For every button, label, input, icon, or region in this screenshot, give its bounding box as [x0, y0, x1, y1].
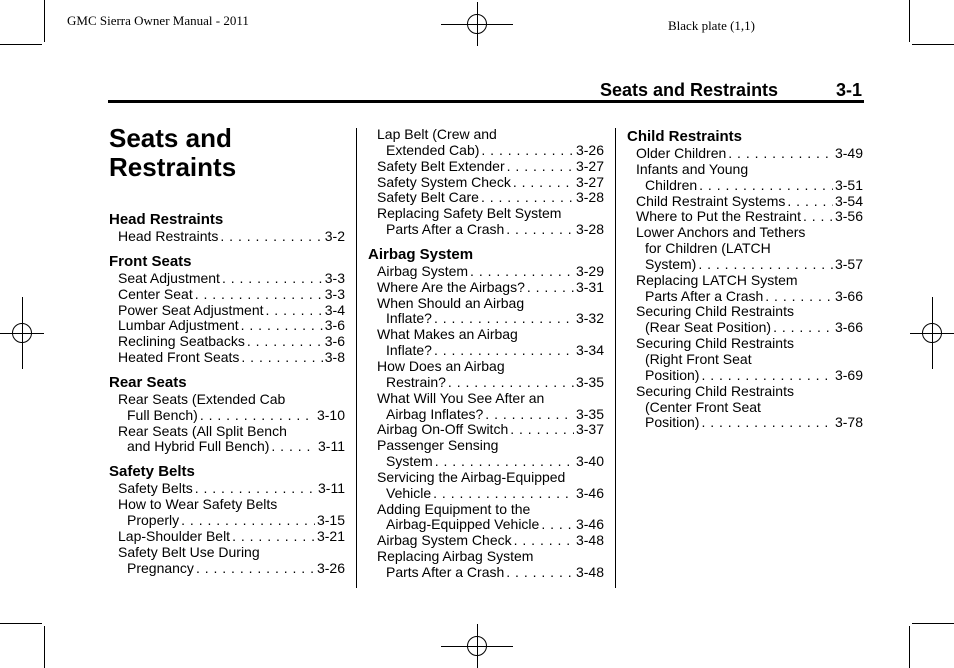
toc-entry[interactable] [377, 264, 604, 280]
dot-leader [803, 209, 833, 225]
toc-entry[interactable] [377, 438, 604, 470]
dot-leader [434, 343, 574, 359]
toc-page-number: 3-56 [834, 208, 863, 225]
toc-entry-text: Older Children [636, 145, 727, 161]
toc-section [109, 463, 345, 576]
toc-entry-text: Children [645, 176, 698, 193]
dot-leader [195, 481, 316, 497]
toc-section [368, 246, 604, 581]
toc-entry-text: Airbag System Check [377, 532, 512, 549]
toc-entry[interactable] [636, 162, 863, 194]
dot-leader [765, 289, 833, 305]
toc-entry-text: Airbag Inflates? [386, 405, 484, 422]
toc-entry[interactable] [377, 391, 604, 423]
header-rule [108, 100, 864, 103]
toc-entry[interactable] [118, 529, 345, 545]
toc-entry[interactable] [377, 533, 604, 549]
toc-entry[interactable] [118, 229, 345, 245]
toc-entry-text: for Children (LATCH [645, 240, 771, 257]
toc-page-number: 3-2 [324, 228, 345, 244]
dot-leader [510, 422, 574, 438]
toc-entry[interactable] [636, 304, 863, 336]
toc-page-number: 3-48 [575, 563, 604, 580]
dot-leader [701, 415, 833, 431]
dot-leader [196, 561, 315, 577]
toc-entry-text: What Makes an Airbag [377, 326, 518, 343]
toc-page-number: 3-6 [324, 317, 345, 334]
toc-entry-text: Airbag On-Off Switch [377, 421, 509, 438]
toc-page-number: 3-3 [324, 269, 345, 286]
toc-entry-text: Inflate? [386, 342, 432, 359]
toc-entry[interactable] [118, 350, 345, 366]
toc-entry-text: Passenger Sensing [377, 437, 499, 454]
section-heading-safety-belts: Safety Belts [109, 463, 195, 481]
toc-entry-text: Safety Belt Extender [377, 157, 505, 174]
toc-entry-text: Lap Belt (Crew and [377, 126, 497, 142]
section-heading-child-restraints: Child Restraints [627, 128, 743, 145]
toc-page-number: 3-6 [324, 333, 345, 350]
toc-page-number: 3-66 [834, 287, 863, 304]
toc-page-number: 3-78 [834, 414, 863, 431]
toc-page-number: 3-27 [575, 157, 604, 174]
toc-page-number: 3-51 [834, 176, 863, 193]
registration-mark-bottom [441, 624, 513, 668]
toc-page-number: 3-49 [834, 145, 863, 161]
toc-entry[interactable] [377, 280, 604, 296]
toc-section [627, 128, 863, 431]
toc-page-number: 3-40 [575, 453, 604, 470]
toc-entry-text: Where to Put the Restraint [636, 208, 801, 225]
toc-page-number: 3-28 [575, 221, 604, 238]
toc-entry[interactable] [118, 287, 345, 303]
dot-leader [507, 159, 574, 175]
dot-leader [435, 454, 574, 470]
crop-mark-top-left-h [0, 44, 42, 45]
dot-leader [698, 257, 833, 273]
dot-leader [220, 229, 322, 245]
column-divider-2 [615, 128, 616, 588]
toc-entry[interactable] [118, 271, 345, 287]
toc-entry[interactable] [636, 146, 863, 162]
toc-section [368, 127, 604, 238]
toc-page-number: 3-57 [834, 255, 863, 272]
dot-leader [470, 264, 574, 280]
toc-entry-text: Lap-Shoulder Belt [118, 527, 231, 544]
dot-leader [241, 318, 323, 334]
dot-leader [541, 517, 574, 533]
dot-leader [271, 439, 316, 455]
crop-mark-bottom-left-h [0, 623, 42, 624]
toc-entry[interactable] [377, 159, 604, 175]
dot-leader [513, 175, 574, 191]
toc-entry[interactable] [118, 392, 345, 424]
toc-entry-text: Properly [127, 511, 180, 528]
toc-entry-text: Safety System Check [377, 173, 511, 190]
toc-entry-text: Parts After a Crash [386, 221, 505, 238]
toc-entry-text: Reclining Seatbacks [118, 333, 245, 350]
dot-leader [200, 408, 315, 424]
running-header-page-number: 3-1 [836, 80, 863, 100]
toc-entry[interactable] [118, 318, 345, 334]
toc-entry-text: Infants and Young [636, 160, 749, 177]
dot-leader [222, 271, 323, 287]
toc-entry-text: Extended Cab) [386, 141, 480, 158]
toc-entry-text: When Should an Airbag [377, 294, 525, 311]
toc-entry-text: System) [645, 255, 697, 272]
dot-leader [195, 287, 323, 303]
toc-entry-text: Inflate? [386, 310, 432, 327]
toc-entry-text: Position) [645, 366, 700, 383]
toc-section [109, 253, 345, 366]
dot-leader [181, 513, 315, 529]
registration-mark-left [0, 297, 44, 369]
dot-leader [514, 533, 574, 549]
dot-leader [241, 350, 322, 366]
toc-entry-text: Parts After a Crash [386, 563, 505, 580]
toc-entry[interactable] [636, 384, 863, 432]
toc-entry-text: Parts After a Crash [645, 287, 764, 304]
crop-mark-bottom-right-h [912, 623, 954, 624]
toc-entry-text: Safety Belt Use During [118, 543, 260, 560]
toc-entry-text: System [386, 453, 433, 470]
toc-entry[interactable] [636, 336, 863, 384]
toc-entry[interactable] [118, 497, 345, 529]
toc-entry-text: How Does an Airbag [377, 357, 505, 374]
toc-column-1 [109, 211, 345, 576]
toc-entry-text: Securing Child Restraints [636, 382, 794, 399]
dot-leader [247, 334, 323, 350]
section-heading-rear-seats: Rear Seats [109, 373, 187, 391]
toc-entry-text: (Right Front Seat [645, 350, 752, 367]
toc-entry[interactable] [377, 359, 604, 391]
toc-entry-text: What Will You See After an [377, 389, 545, 406]
toc-entry[interactable] [118, 481, 345, 497]
toc-entry[interactable] [636, 225, 863, 273]
dot-leader [701, 368, 833, 384]
toc-page-number: 3-35 [575, 373, 604, 390]
toc-entry-text: Rear Seats (All Split Bench [118, 422, 287, 439]
toc-page-number: 3-10 [316, 406, 345, 423]
dot-leader [433, 486, 574, 502]
toc-entry[interactable] [636, 273, 863, 305]
toc-column-2 [368, 127, 604, 581]
toc-entry[interactable] [377, 175, 604, 191]
toc-page-number: 3-26 [316, 559, 345, 576]
column-divider-1 [356, 128, 357, 588]
toc-page-number: 3-4 [324, 301, 345, 318]
toc-entry-text: Position) [645, 414, 700, 431]
toc-entry-text: and Hybrid Full Bench) [127, 438, 270, 455]
toc-page-number: 3-54 [834, 192, 863, 209]
toc-entry-text: Lower Anchors and Tethers [636, 224, 806, 241]
dot-leader [506, 565, 574, 581]
dot-leader [434, 311, 574, 327]
toc-page-number: 3-48 [575, 532, 604, 549]
plate-label-right: Black plate (1,1) [668, 18, 755, 33]
toc-entry-text: Securing Child Restraints [636, 303, 794, 320]
toc-entry-text: Where Are the Airbags? [377, 278, 525, 295]
dot-leader [485, 407, 574, 423]
toc-page-number: 3-21 [316, 527, 345, 544]
toc-entry-text: Adding Equipment to the [377, 500, 531, 517]
toc-entry-text: Securing Child Restraints [636, 335, 794, 352]
registration-mark-top [441, 2, 513, 46]
plate-label-left: GMC Sierra Owner Manual - 2011 [67, 13, 249, 28]
toc-entry[interactable] [377, 206, 604, 238]
dot-leader [699, 178, 833, 194]
toc-entry-text: Vehicle [386, 484, 432, 501]
toc-entry[interactable] [118, 334, 345, 350]
toc-entry-text: Full Bench) [127, 406, 198, 423]
dot-leader [232, 529, 315, 545]
toc-entry-text: Head Restraints [118, 228, 219, 244]
toc-entry-text: Airbag System [377, 262, 469, 279]
toc-entry[interactable] [377, 296, 604, 328]
toc-entry-text: Power Seat Adjustment [118, 301, 264, 318]
toc-page-number: 3-15 [316, 511, 345, 528]
dot-leader [266, 303, 323, 319]
section-heading-airbag-system: Airbag System [368, 245, 474, 263]
crop-mark-bottom-right-v [909, 626, 910, 668]
toc-page-number: 3-46 [575, 484, 604, 501]
section-heading-front-seats: Front Seats [109, 252, 192, 270]
toc-page-number: 3-8 [324, 349, 345, 366]
toc-entry-text: Seat Adjustment [118, 269, 220, 286]
toc-entry[interactable] [377, 127, 604, 159]
toc-entry[interactable] [118, 545, 345, 577]
toc-entry[interactable] [636, 209, 863, 225]
crop-mark-top-left-v [44, 0, 45, 42]
toc-entry-text: Servicing the Airbag-Equipped [377, 468, 566, 485]
toc-page-number: 3-69 [834, 366, 863, 383]
dot-leader [448, 375, 574, 391]
toc-page-number: 3-11 [318, 438, 345, 455]
toc-entry-text: Center Seat [118, 285, 193, 302]
toc-entry-text: Heated Front Seats [118, 349, 240, 366]
toc-page-number: 3-31 [575, 278, 604, 295]
toc-entry-text: Replacing Airbag System [377, 548, 534, 565]
toc-entry-text: Replacing Safety Belt System [377, 205, 562, 222]
toc-entry-text: Restrain? [386, 373, 446, 390]
toc-entry-text: Child Restraint Systems [636, 192, 786, 209]
toc-entry-text: (Rear Seat Position) [645, 319, 772, 336]
toc-entry[interactable] [377, 502, 604, 534]
crop-mark-top-right-h [912, 44, 954, 45]
toc-entry[interactable] [377, 549, 604, 581]
dot-leader [527, 280, 574, 296]
toc-entry[interactable] [377, 327, 604, 359]
toc-entry[interactable] [377, 190, 604, 206]
dot-leader [481, 143, 574, 159]
toc-entry-text: Lumbar Adjustment [118, 317, 239, 334]
crop-mark-bottom-left-v [44, 626, 45, 668]
chapter-title: Seats and Restraints [109, 123, 237, 182]
toc-entry-text: Safety Belt Care [377, 189, 479, 206]
running-header-title: Seats and Restraints [600, 80, 779, 100]
toc-entry-text: (Center Front Seat [645, 398, 761, 415]
dot-leader [773, 320, 833, 336]
toc-page-number: 3-34 [575, 342, 604, 359]
toc-page-number: 3-11 [318, 480, 345, 497]
toc-page-number: 3-37 [575, 421, 604, 438]
dot-leader [506, 222, 574, 238]
toc-entry[interactable] [118, 424, 345, 456]
toc-page-number: 3-35 [575, 405, 604, 422]
toc-entry[interactable] [636, 194, 863, 210]
dot-leader [787, 194, 833, 210]
toc-entry-text: Safety Belts [118, 480, 193, 497]
toc-section [109, 211, 345, 245]
dot-leader [728, 146, 833, 162]
toc-entry[interactable] [377, 422, 604, 438]
toc-entry-text: Replacing LATCH System [636, 271, 798, 288]
toc-page-number: 3-3 [324, 285, 345, 302]
toc-entry-text: Rear Seats (Extended Cab [118, 390, 286, 407]
registration-mark-right [910, 297, 954, 369]
toc-page-number: 3-32 [575, 310, 604, 327]
toc-entry-text: Pregnancy [127, 559, 194, 576]
section-heading-head-restraints: Head Restraints [109, 211, 224, 228]
toc-section [109, 374, 345, 455]
toc-page-number: 3-26 [575, 141, 604, 158]
toc-page-number: 3-46 [575, 516, 604, 533]
toc-entry[interactable] [118, 303, 345, 319]
crop-mark-top-right-v [909, 0, 910, 42]
toc-entry[interactable] [377, 470, 604, 502]
toc-page-number: 3-29 [575, 262, 604, 279]
toc-page-number: 3-27 [575, 173, 604, 190]
toc-page-number: 3-66 [834, 319, 863, 336]
toc-entry-text: How to Wear Safety Belts [118, 496, 278, 513]
toc-column-3 [627, 128, 863, 431]
toc-entry-text: Airbag-Equipped Vehicle [386, 516, 540, 533]
toc-page-number: 3-28 [575, 189, 604, 206]
dot-leader [481, 190, 574, 206]
